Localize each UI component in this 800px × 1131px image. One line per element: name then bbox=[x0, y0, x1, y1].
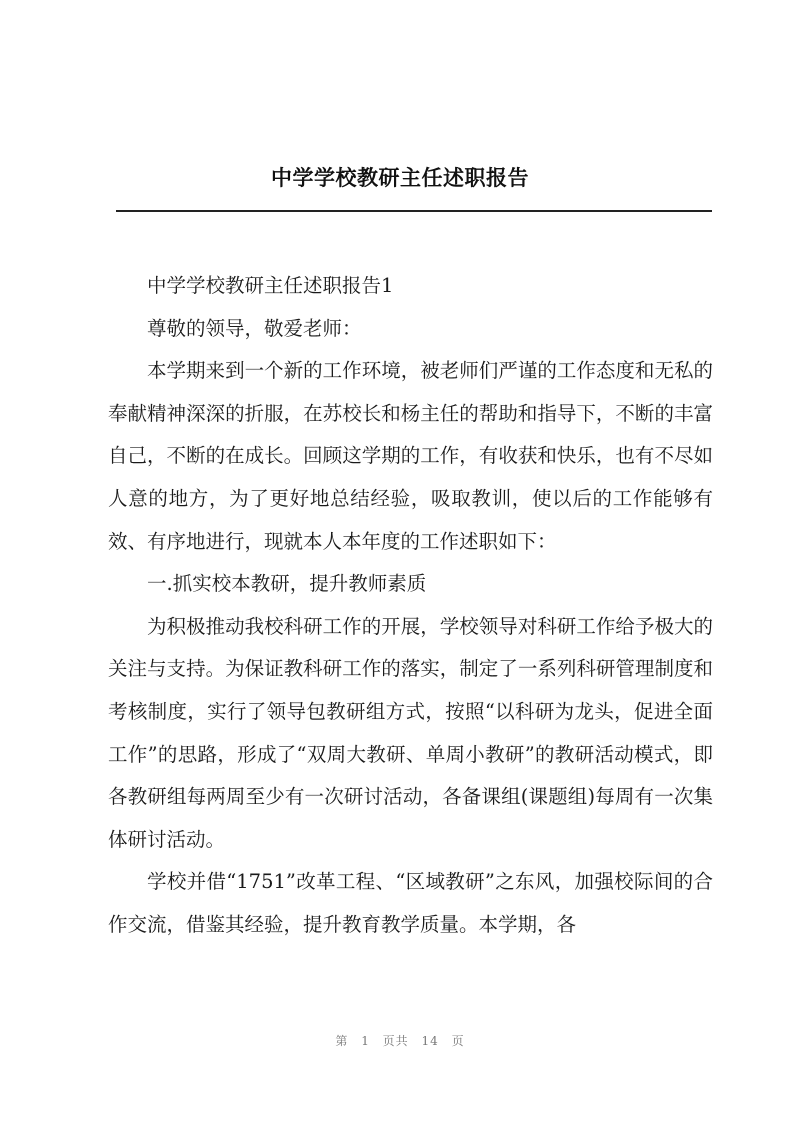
document-body bbox=[108, 265, 713, 947]
footer-suffix: 页 bbox=[451, 1034, 465, 1048]
footer-current-page: 1 bbox=[361, 1034, 370, 1048]
paragraph-intro: 本学期来到一个新的工作环境，被老师们严谨的工作态度和无私的奉献精神深深的折服，在苏校长和杨主任的帮助和指导下，不断的丰富自己，不断的在成长。回顾这学期的工作，有收获和快乐，也有不尽如人意的地方，为了更好地总结经验，吸取教训，使以后的工作能够有效、有序地进行，现就本人本年度的工作述职如下： bbox=[108, 359, 713, 553]
paragraph-cooperation: 学校并借“1751”改革工程、“区域教研”之东风，加强校际间的合作交流，借鉴其经验，提升教育教学质量。本学期，各 bbox=[108, 870, 713, 936]
document-title: 中学学校教研主任述职报告 bbox=[271, 165, 529, 190]
salutation: 尊敬的领导，敬爱老师： bbox=[147, 316, 362, 340]
title-divider bbox=[116, 210, 712, 212]
section-heading-1: 一.抓实校本教研，提升教师素质 bbox=[147, 572, 427, 596]
footer-mid: 页共 bbox=[382, 1034, 409, 1048]
report-subtitle: 中学学校教研主任述职报告1 bbox=[147, 274, 394, 297]
footer-total-pages: 14 bbox=[421, 1034, 439, 1048]
footer-prefix: 第 bbox=[335, 1034, 349, 1048]
page-number-footer bbox=[0, 1032, 800, 1049]
paragraph-research: 为积极推动我校科研工作的开展，学校领导对科研工作给予极大的关注与支持。为保证教科研工作的落实，制定了一系列科研管理制度和考核制度，实行了领导包教研组方式，按照“以科研为龙头，促进全面工作”的思路，形成了“双周大教研、单周小教研”的教研活动模式，即各教研组每两周至少有一次研讨活动，各备课组(课题组)每周有一次集体研讨活动。 bbox=[108, 614, 713, 851]
